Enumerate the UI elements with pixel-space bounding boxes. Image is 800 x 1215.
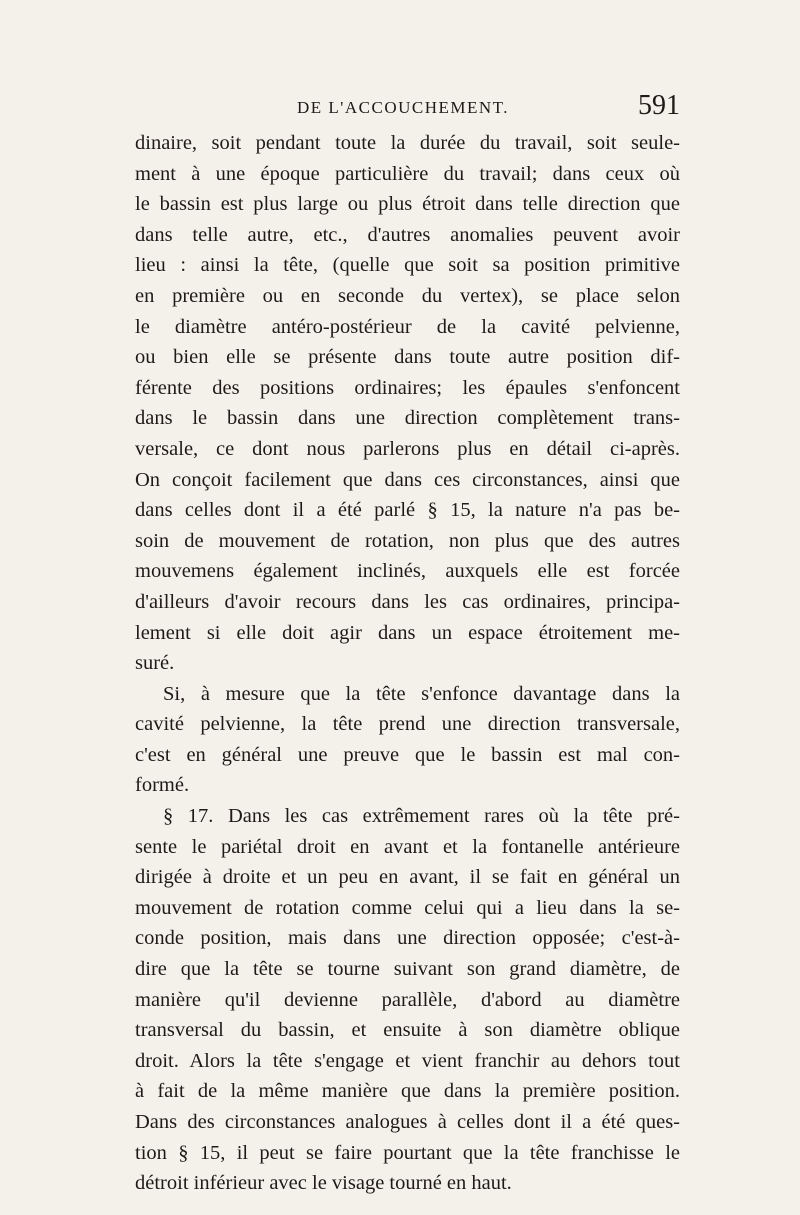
- text-line: sente le pariétal droit en avant et la fontanelle antérieure: [135, 835, 680, 858]
- text-line: manière qu'il devienne parallèle, d'abord au diamètre: [135, 988, 680, 1011]
- text-line: dans telle autre, etc., d'autres anomalies peuvent avoir: [135, 223, 680, 246]
- text-line: ou bien elle se présente dans toute autre position dif-: [135, 346, 680, 369]
- text-line: en première ou en seconde du vertex), se place selon: [135, 284, 680, 307]
- text-line: cavité pelvienne, la tête prend une direction transversale,: [135, 713, 680, 736]
- text-line: formé.: [135, 774, 190, 797]
- text-line: Si, à mesure que la tête s'enfonce davantage dans la: [163, 682, 680, 705]
- running-title: DE L'ACCOUCHEMENT.: [297, 98, 510, 117]
- text-line: lement si elle doit agir dans un espace étroitement me-: [135, 621, 680, 644]
- text-line: férente des positions ordinaires; les épaules s'enfoncent: [135, 376, 680, 399]
- text-line: dire que la tête se tourne suivant son grand diamètre, de: [135, 958, 680, 981]
- running-head: [135, 92, 680, 122]
- text-line: c'est en général une preuve que le bassin est mal con-: [135, 743, 680, 766]
- text-line: dans le bassin dans une direction complètement trans-: [135, 407, 680, 430]
- text-line: suré.: [135, 652, 175, 675]
- text-line: le diamètre antéro-postérieur de la cavité pelvienne,: [135, 315, 680, 338]
- text-line: ment à une époque particulière du travail; dans ceux où: [135, 162, 680, 185]
- body-text: [135, 128, 680, 1199]
- text-line: à fait de la même manière que dans la première position.: [135, 1080, 680, 1103]
- text-line: § 17. Dans les cas extrêmement rares où la tête pré-: [163, 805, 680, 828]
- text-line: le bassin est plus large ou plus étroit dans telle direction que: [135, 193, 680, 216]
- text-line: mouvement de rotation comme celui qui a lieu dans la se-: [135, 896, 680, 919]
- text-line: dirigée à droite et un peu en avant, il se fait en général un: [135, 866, 680, 889]
- text-line: détroit inférieur avec le visage tourné en haut.: [135, 1172, 512, 1195]
- text-line: lieu : ainsi la tête, (quelle que soit sa position primitive: [135, 254, 680, 277]
- text-line: droit. Alors la tête s'engage et vient franchir au dehors tout: [135, 1049, 680, 1072]
- text-line: Dans des circonstances analogues à celles dont il a été ques-: [135, 1111, 680, 1133]
- paragraph-2: [135, 679, 680, 801]
- paragraph-3: [135, 801, 680, 1199]
- text-line: d'ailleurs d'avoir recours dans les cas ordinaires, principa-: [135, 590, 680, 613]
- text-line: tion § 15, il peut se faire pourtant que la tête franchisse le: [135, 1141, 680, 1164]
- paragraph-1: [135, 128, 680, 679]
- text-line: mouvemens également inclinés, auxquels elle est forcée: [135, 560, 680, 583]
- page-number: 591: [638, 90, 680, 121]
- text-line: dans celles dont il a été parlé § 15, la nature n'a pas be-: [135, 499, 680, 522]
- text-line: soin de mouvement de rotation, non plus que des autres: [135, 529, 680, 552]
- text-line: On conçoit facilement que dans ces circonstances, ainsi que: [135, 468, 680, 491]
- text-line: conde position, mais dans une direction opposée; c'est-à-: [135, 927, 680, 950]
- text-line: transversal du bassin, et ensuite à son diamètre oblique: [135, 1019, 680, 1042]
- text-line: versale, ce dont nous parlerons plus en détail ci-après.: [135, 437, 680, 460]
- text-line: dinaire, soit pendant toute la durée du travail, soit seule-: [135, 132, 680, 154]
